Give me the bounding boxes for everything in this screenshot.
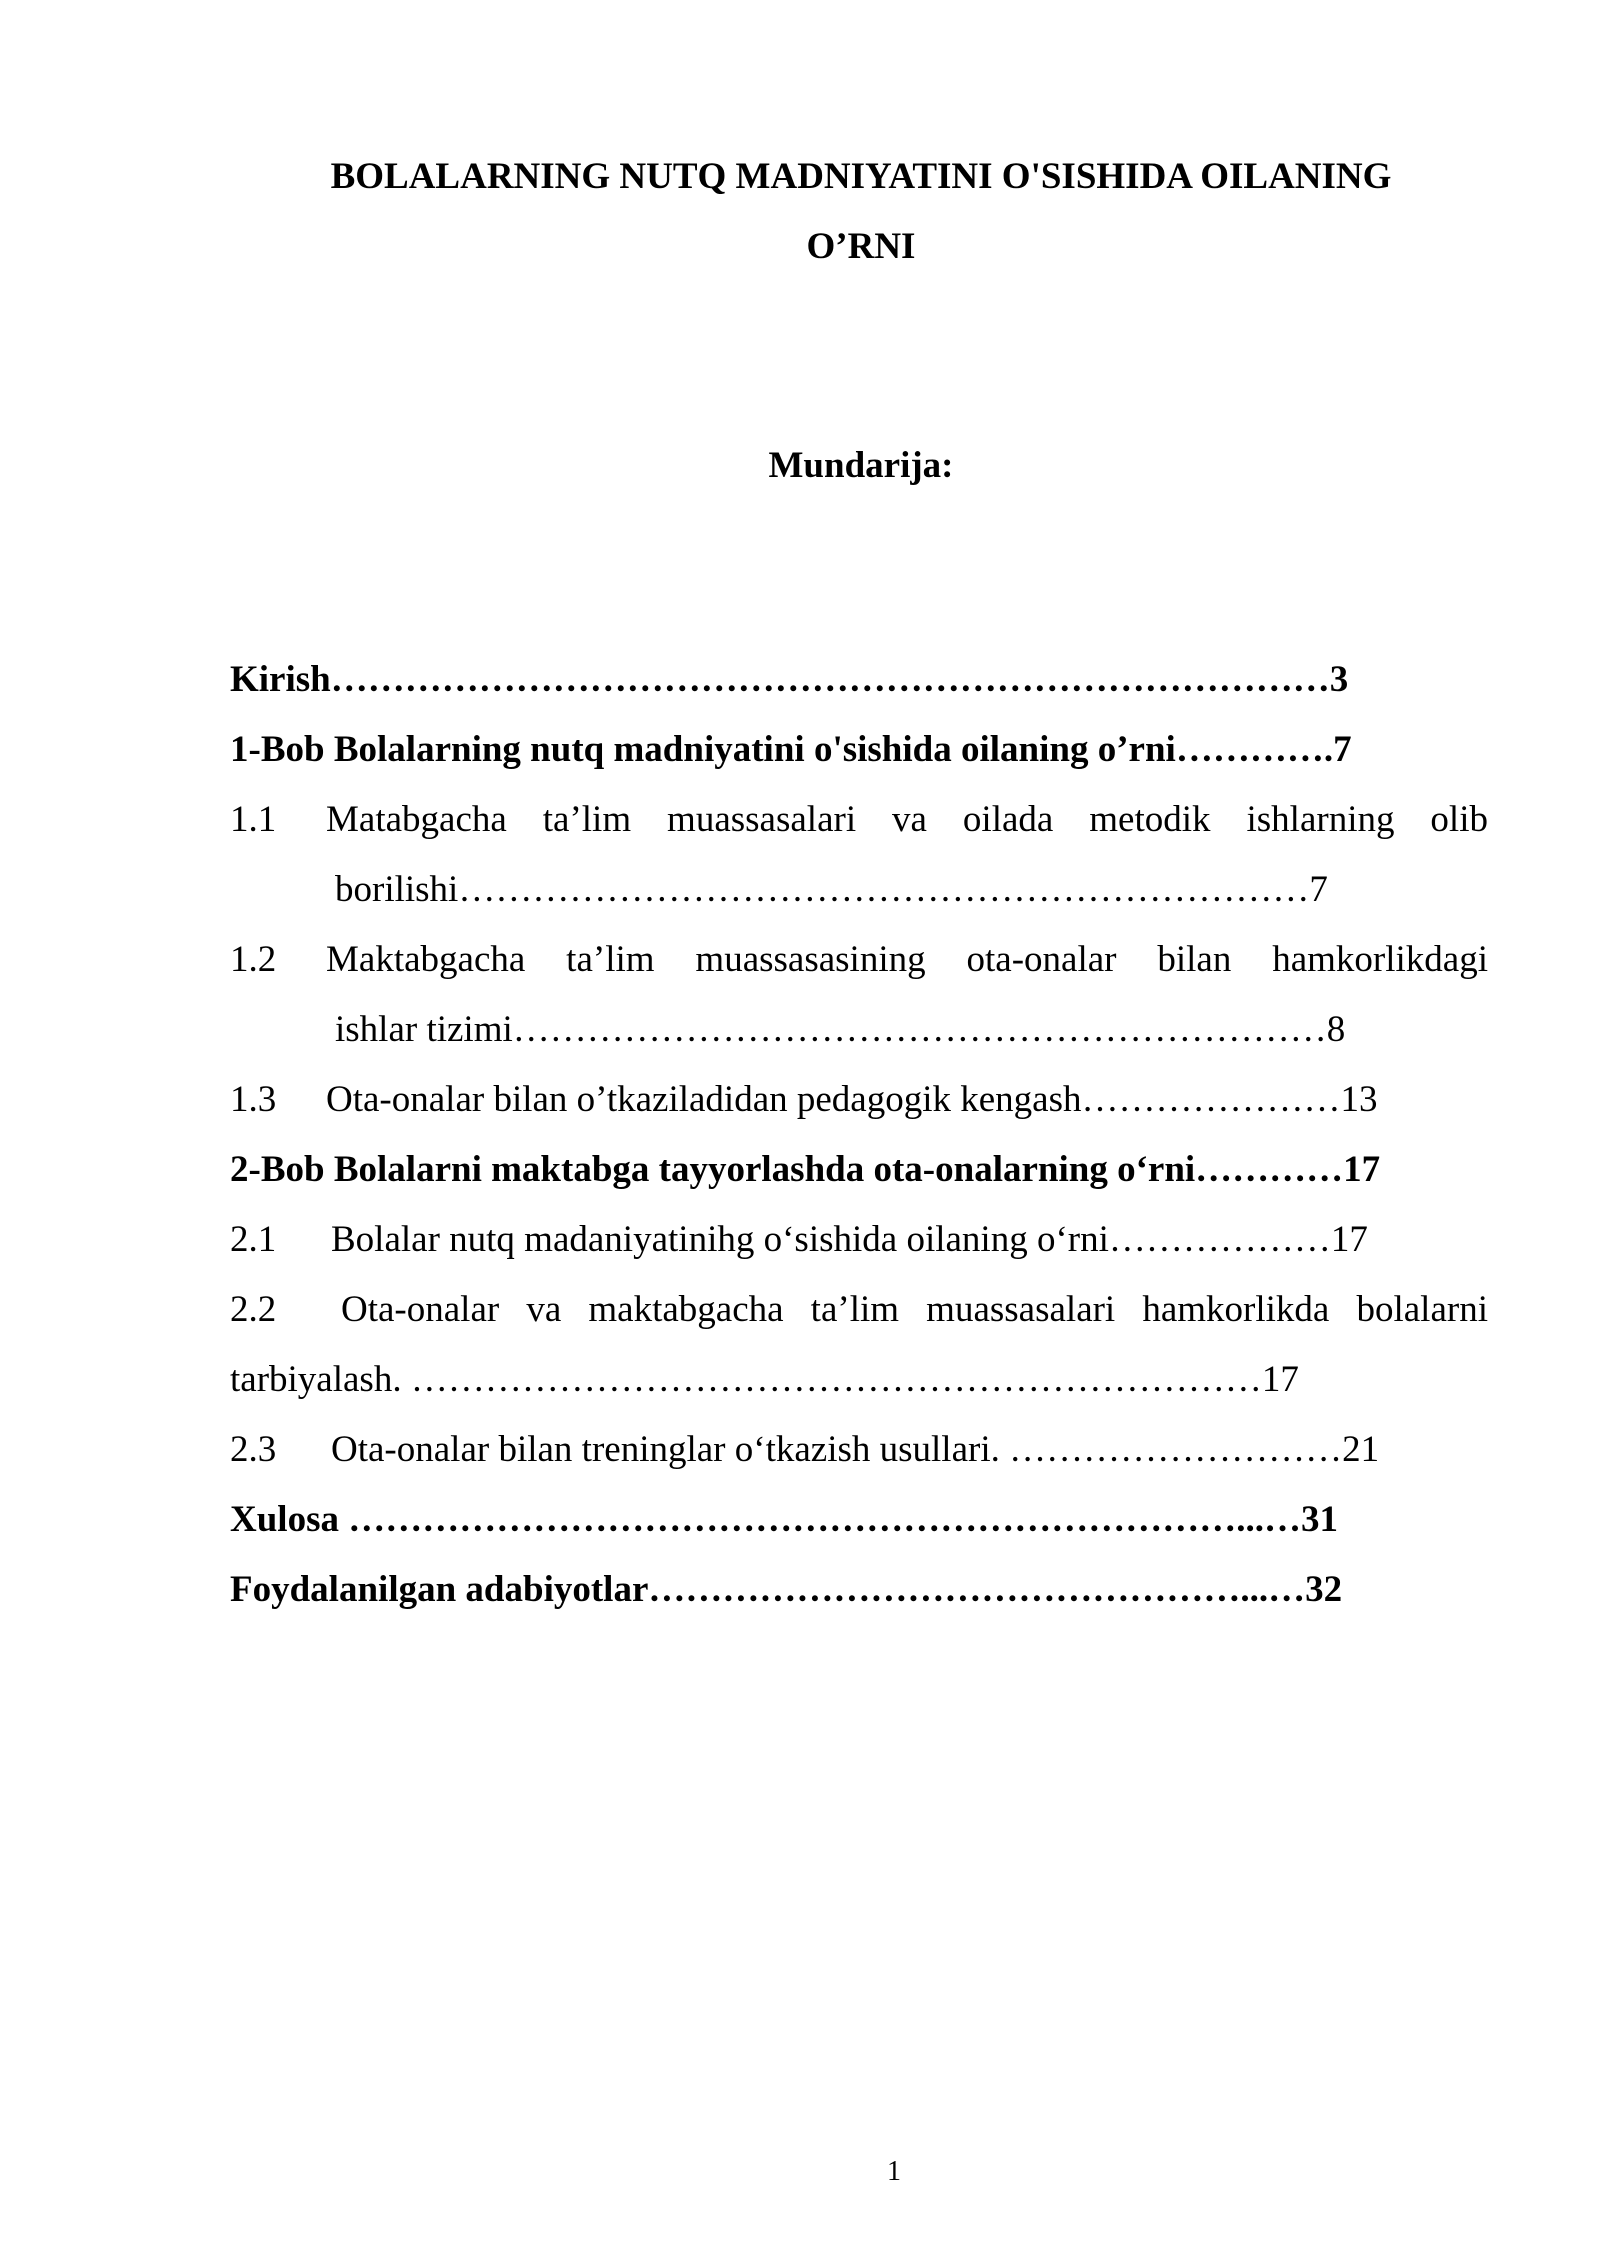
toc-entry-1-3	[230, 1081, 1378, 1118]
toc-entry-2-3	[230, 1431, 1379, 1468]
toc-entry-1-3-number: 1.3	[230, 1079, 277, 1120]
toc-entry-chapter-2: 2-Bob Bolalarni maktabga tayyorlashda ota-onalarning o‘rni…………17	[230, 1149, 1381, 1190]
document-title-line-2: O’RNI	[806, 226, 916, 267]
toc-entry-2-1	[230, 1221, 1368, 1258]
toc-entry-chapter-1: 1-Bob Bolalarning nutq madniyatini o'sishida oilaning o’rni………….7	[230, 729, 1352, 770]
toc-entry-adabiyotlar: Foydalanilgan adabiyotlar…………………………………………...…32	[230, 1569, 1343, 1610]
toc-entry-2-2	[230, 1291, 1488, 1328]
toc-entry-2-2-number: 2.2	[230, 1289, 277, 1330]
toc-entry-2-3-number: 2.3	[230, 1429, 277, 1470]
document-title-line-1: BOLALARNING NUTQ MADNIYATINI O'SISHIDA OILANING	[330, 156, 1392, 197]
toc-entry-1-3-text: Ota-onalar bilan o’tkaziladidan pedagogik kengash…………………13	[326, 1079, 1378, 1120]
toc-entry-1-2-number: 1.2	[230, 939, 277, 980]
toc-entry-1-1	[230, 801, 1488, 838]
toc-entry-2-1-text: Bolalar nutq madaniyatinihg o‘sishida oilaning o‘rni………………17	[331, 1219, 1368, 1260]
toc-entry-2-2-continuation: tarbiyalash. ……………………………………………………………17	[230, 1359, 1299, 1400]
toc-entry-1-2-text: Maktabgacha ta’lim muassasasining ota-onalar bilan hamkorlikdagi	[326, 939, 1488, 980]
toc-entry-2-1-number: 2.1	[230, 1219, 277, 1260]
toc-entry-xulosa: Xulosa ………………………………………………………………...…31	[230, 1499, 1338, 1540]
page-number: 1	[887, 2156, 901, 2187]
toc-entry-1-2-continuation: ishlar tizimi…………………………………………………………8	[335, 1009, 1346, 1050]
toc-entry-1-1-text: Matabgacha ta’lim muassasalari va oilada metodik ishlarning olib	[326, 799, 1488, 840]
toc-entry-kirish: Kirish………………………………………………………………………3	[230, 659, 1349, 700]
toc-entry-2-2-text: Ota-onalar va maktabgacha ta’lim muassasalari hamkorlikda bolalarni	[341, 1289, 1488, 1330]
toc-entry-1-1-number: 1.1	[230, 799, 277, 840]
toc-heading: Mundarija:	[768, 445, 954, 486]
toc-entry-2-3-text: Ota-onalar bilan treninglar o‘tkazish usullari. ………………………21	[331, 1429, 1380, 1470]
toc-entry-1-1-continuation: borilishi……………………………………………………………7	[335, 869, 1328, 910]
toc-entry-1-2	[230, 941, 1488, 978]
